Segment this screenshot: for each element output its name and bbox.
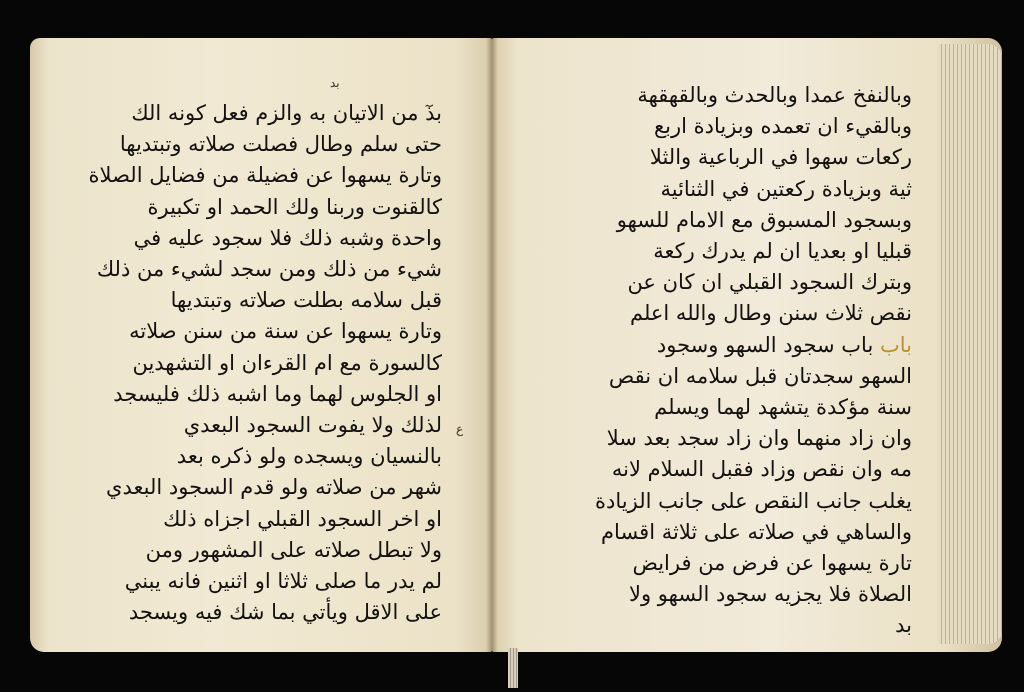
binding-thread: [508, 648, 518, 688]
text-line: بد: [895, 613, 912, 638]
right-page: [492, 38, 1002, 652]
text-line: قبليا او بعديا ان لم يدرك ركعة: [653, 239, 912, 264]
text-line: ركعات سهوا في الرباعية والثلا: [649, 145, 912, 170]
text-line: وبترك السجود القبلي ان كان عن: [627, 270, 912, 295]
text-line: شهر من صلاته ولو قدم السجود البعدي: [106, 475, 442, 500]
chapter-heading-word: باب: [879, 332, 912, 357]
text-line: على الاقل ويأتي بما شك فيه ويسجد: [128, 600, 442, 625]
open-manuscript-book: [30, 38, 1002, 652]
chapter-heading-line: [532, 330, 912, 361]
text-line: كالقنوت وربنا ولك الحمد او تكبيرة: [147, 194, 442, 219]
book-gutter: [486, 38, 498, 652]
text-line: والساهي في صلاته على ثلاثة اقسام: [601, 519, 912, 544]
text-line: او اخر السجود القبلي اجزاه ذلك: [163, 506, 442, 531]
text-line: مه وان نقص وزاد فقبل السلام لانه: [611, 457, 912, 482]
page-edges: [938, 44, 1002, 644]
left-page: [30, 38, 492, 652]
text-line: وتارة يسهوا عن فضيلة من فضايل الصلاة: [88, 163, 442, 188]
text-line: لذلك ولا يفوت السجود البعدي: [183, 413, 442, 438]
text-line: حتى سلم وطال فصلت صلاته وتبتديها: [119, 132, 442, 157]
text-line: سنة مؤكدة يتشهد لهما ويسلم: [654, 395, 912, 420]
text-line: الصلاة فلا يجزيه سجود السهو ولا: [629, 582, 912, 607]
text-line: لم يدر ما صلى ثلاثا او اثنين فانه يبني: [124, 569, 442, 594]
text-line: وبالنفخ عمدا وبالحدث وبالقهقهة: [637, 83, 912, 107]
text-line: بالنسيان ويسجده ولو ذكره بعد: [176, 444, 442, 469]
left-page-side-note: ع: [456, 422, 464, 436]
text-line: يغلب جانب النقص على جانب الزيادة: [595, 488, 912, 513]
text-line: وتارة يسهوا عن سنة من سنن صلاته: [129, 319, 442, 344]
text-line: واحدة وشبه ذلك فلا سجود عليه في: [133, 225, 442, 250]
text-line: قبل سلامه بطلت صلاته وتبتديها: [170, 288, 442, 313]
text-line: السهو سجدتان قبل سلامه ان نقص: [608, 363, 912, 388]
text-line: ثية وبزيادة ركعتين في الثنائية: [660, 176, 912, 201]
text-line: وبالقيء ان تعمده وبزيادة اربع: [653, 114, 912, 139]
right-page-text-block: [532, 80, 912, 642]
left-page-text-block: [88, 98, 442, 628]
text-line: وان زاد منهما وان زاد سجد بعد سلا: [606, 426, 912, 451]
text-line: نقص ثلاث سنن وطال والله اعلم: [629, 301, 912, 326]
text-line: شيء من ذلك ومن سجد لشيء من ذلك: [96, 257, 442, 282]
text-line: او الجلوس لهما وما اشبه ذلك فليسجد: [113, 381, 442, 406]
text-line: كالسورة مع ام القرءان او التشهدين: [132, 350, 442, 375]
left-page-top-note: بد: [330, 76, 340, 90]
heading-line-rest: باب سجود السهو وسجود: [656, 332, 874, 357]
text-line: تارة يسهوا عن فرض من فرايض: [632, 551, 912, 576]
text-line: بذٓ من الاتيان به والزم فعل كونه الك: [131, 101, 442, 125]
text-line: وبسجود المسبوق مع الامام للسهو: [616, 207, 912, 232]
text-line: ولا تبطل صلاته على المشهور ومن: [145, 537, 442, 562]
